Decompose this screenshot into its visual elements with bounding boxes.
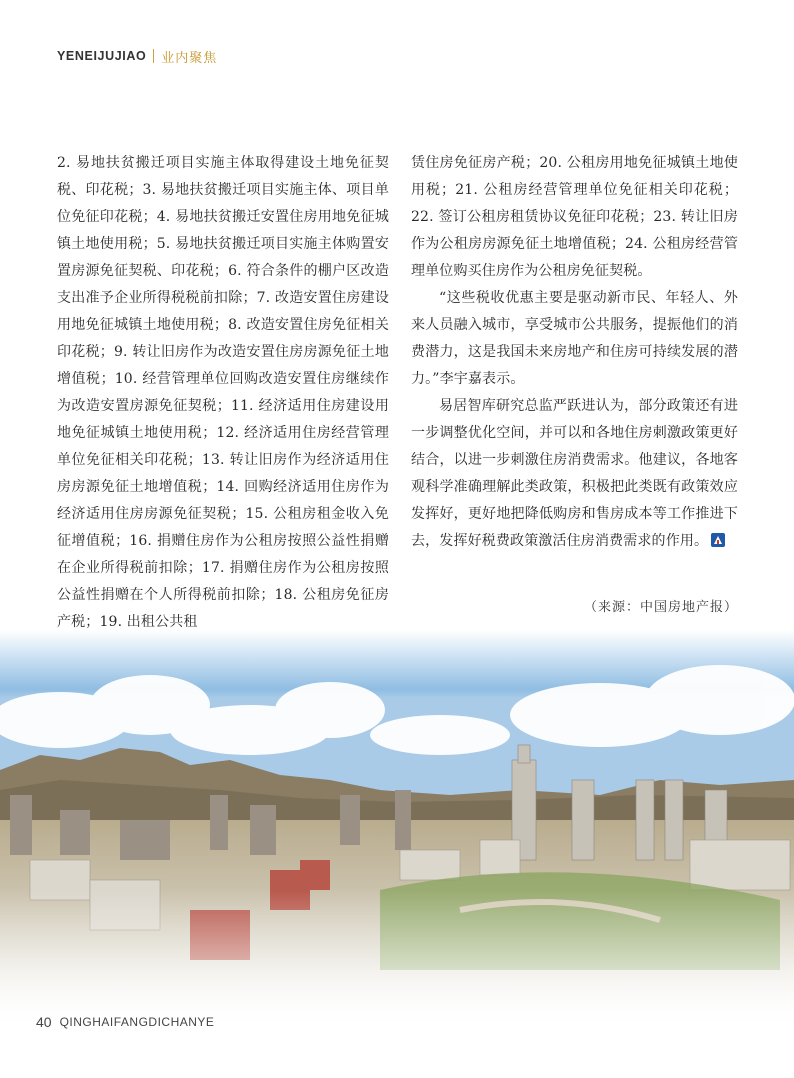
running-header	[57, 44, 217, 68]
policy-list-continued: 赁住房免征房产税；20. 公租房用地免征城镇土地使用税；21. 公租房经营管理单位免征相关印花税；22. 签订公租房租赁协议免征印花税；23. 转让旧房作为公租房房源免征土地增值税；24. 公租房经营管理单位购买住房作为公租房免征契税。	[411, 155, 738, 279]
analysis-text: 易居智库研究总监严跃进认为，部分政策还有进一步调整优化空间，并可以和各地住房刺激政策更好结合，以进一步刺激住房消费需求。他建议，各地客观科学准确理解此类政策，积极把此类既有政策效应发挥好，更好地把降低购房和售房成本等工作推进下去，发挥好税费政策激活住房消费需求的作用。	[411, 398, 738, 549]
page-number: 40	[36, 1014, 52, 1030]
magazine-name: QINGHAIFANGDICHANYE	[59, 1015, 215, 1029]
policy-list-text: 2. 易地扶贫搬迁项目实施主体取得建设土地免征契税、印花税；3. 易地扶贫搬迁项目实施主体、项目单位免征印花税；4. 易地扶贫搬迁安置住房用地免征城镇土地使用税；5. 易地扶贫搬迁项目实施主体购置安置房源免征契税、印花税；6. 符合条件的棚户区改造支出准予企业所得税税前扣除；7. 改造安置住房建设用地免征城镇土地使用税；8. 改造安置住房免征相关印花税；9. 转让旧房作为改造安置住房房源免征土地增值税；10. 经营管理单位回购改造安置住房继续作为改造安置房源免征契税；11. 经济适用住房建设用地免征城镇土地使用税；12. 经济适用住房经营管理单位免征相关印花税；13. 转让旧房作为经济适用住房房源免征土地增值税；14. 回购经济适用住房作为经济适用住房房源免征契税；15. 公租房租金收入免征增值税；16. 捐赠住房作为公租房按照公益性捐赠在企业所得税前扣除；17. 捐赠住房作为公租房按照公益性捐赠在个人所得税前扣除；18. 公租房免征房产税；19. 出租公共租	[57, 155, 389, 630]
section-title-cn: 业内聚焦	[161, 50, 218, 66]
page-footer	[36, 1010, 214, 1034]
section-title-en: YENEIJUJIAO	[57, 49, 147, 63]
header-divider	[153, 49, 154, 63]
analysis-paragraph	[411, 393, 738, 555]
article-left-column	[57, 150, 389, 636]
source-credit: （来源：中国房地产报）	[583, 600, 738, 615]
article-end-icon	[711, 533, 725, 547]
article-right-column	[411, 150, 738, 555]
quote-paragraph: “这些税收优惠主要是驱动新市民、年轻人、外来人员融入城市，享受城市公共服务，提振他们的消费潜力，这是我国未来房地产和住房可持续发展的潜力。”李宇嘉表示。	[411, 290, 738, 387]
city-skyline-photo	[0, 630, 794, 1030]
